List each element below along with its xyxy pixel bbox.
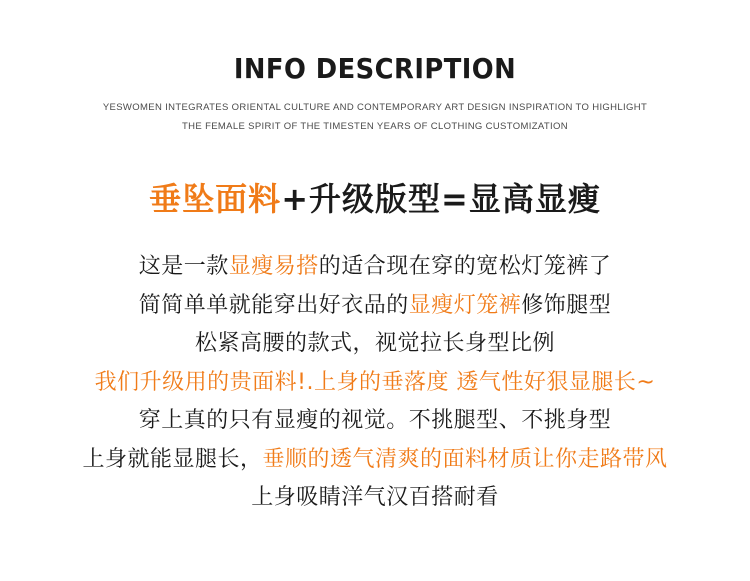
- headline: [0, 174, 750, 220]
- page-title: INFO DESCRIPTION: [233, 52, 517, 85]
- body-line-6-b: 垂顺的透气清爽的面料材质让你走路带风: [262, 446, 668, 472]
- subtitle-line-2: THE FEMALE SPIRIT OF THE TIMESTEN YEARS OF CLOTHING CUSTOMIZATION: [182, 120, 568, 132]
- body-line-3-a: 松紧高腰的款式，视觉拉长身型比例: [194, 331, 555, 357]
- body-line-3: [0, 325, 750, 364]
- body-line-6: [0, 441, 750, 480]
- body-line-2-a: 简简单单就能穿出好衣品的: [138, 292, 409, 318]
- body-line-1-b: 显瘦易搭: [228, 254, 319, 280]
- header-block: [0, 0, 750, 136]
- body-line-2-c: 修饰腿型: [521, 292, 612, 318]
- body-line-5-a: 穿上真的只有显瘦的视觉。不挑腿型、不挑身型: [138, 408, 612, 434]
- body-line-5: [0, 402, 750, 441]
- body-line-1-a: 这是一款: [138, 254, 229, 280]
- body-line-2-b: 显瘦灯笼裤: [408, 292, 522, 318]
- body-line-7-a: 上身吸睛洋气汉百搭耐看: [251, 485, 499, 511]
- body-copy: [0, 248, 750, 518]
- body-line-1: [0, 248, 750, 287]
- headline-part-2: +升级版型=显高显瘦: [281, 180, 601, 219]
- body-line-2: [0, 287, 750, 326]
- subtitle-line-1: YESWOMEN INTEGRATES ORIENTAL CULTURE AND CONTEMPORARY ART DESIGN INSPIRATION TO HIGHLIGHT: [102, 102, 648, 113]
- body-line-4-a: 我们升级用的贵面料!.上身的垂落度 透气性好狠显腿长~: [94, 369, 656, 395]
- body-line-1-c: 的适合现在穿的宽松灯笼裤了: [318, 254, 612, 280]
- body-line-6-a: 上身就能显腿长，: [82, 446, 263, 472]
- body-line-4: [0, 364, 750, 403]
- page-subtitle: [0, 85, 750, 136]
- headline-part-1: 垂坠面料: [149, 180, 282, 219]
- body-line-7: [0, 479, 750, 518]
